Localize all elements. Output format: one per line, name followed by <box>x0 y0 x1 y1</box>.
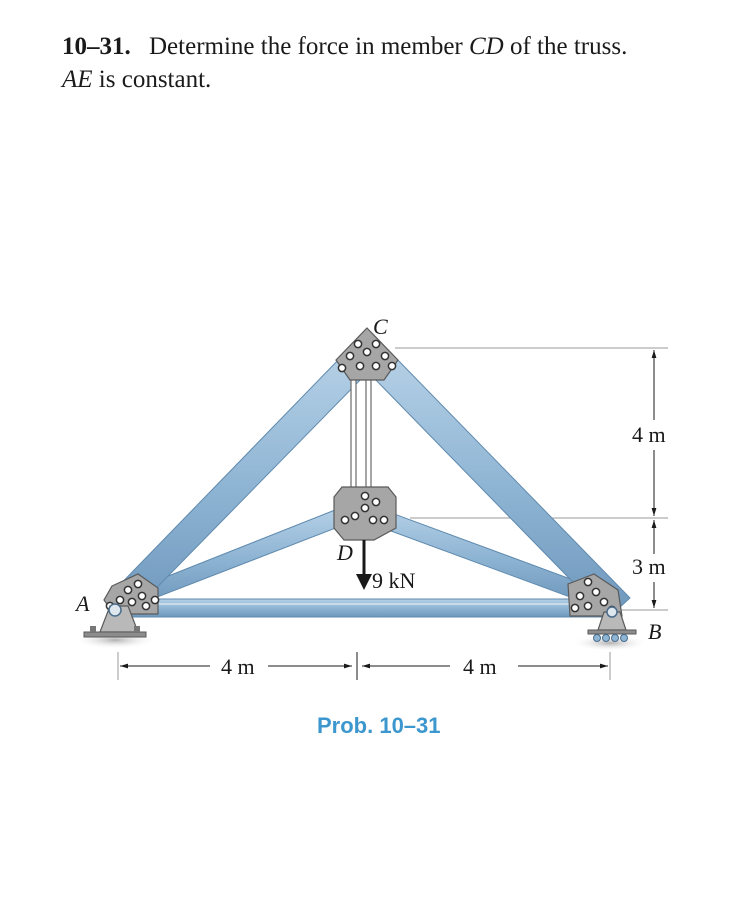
dim-left-span: 4 m <box>221 654 255 679</box>
support-b-shadow <box>572 635 648 651</box>
load-label: 9 kN <box>372 568 416 593</box>
member-ab <box>120 599 610 617</box>
problem-text-2: of the truss. <box>503 33 628 60</box>
problem-number: 10–31. <box>62 33 131 60</box>
problem-text-1: Determine the force in member <box>149 33 469 60</box>
dim-right-span: 4 m <box>463 654 497 679</box>
member-cd-ref: CD <box>469 33 504 60</box>
gusset-plate-c <box>336 328 398 380</box>
joint-label-a: A <box>76 591 90 616</box>
joint-label-d: D <box>337 540 353 565</box>
gusset-plate-d <box>334 487 396 540</box>
problem-text-3: is constant. <box>92 66 212 93</box>
member-cd <box>351 376 371 491</box>
ae-ref: AE <box>62 66 93 93</box>
joint-label-c: C <box>373 314 388 339</box>
horizontal-dimension <box>120 652 608 680</box>
dim-lower-height: 3 m <box>632 554 666 579</box>
load-arrow <box>356 540 372 590</box>
joint-label-b: B <box>648 619 662 644</box>
figure-caption: Prob. 10–31 <box>317 713 441 738</box>
dim-upper-height: 4 m <box>632 422 666 447</box>
